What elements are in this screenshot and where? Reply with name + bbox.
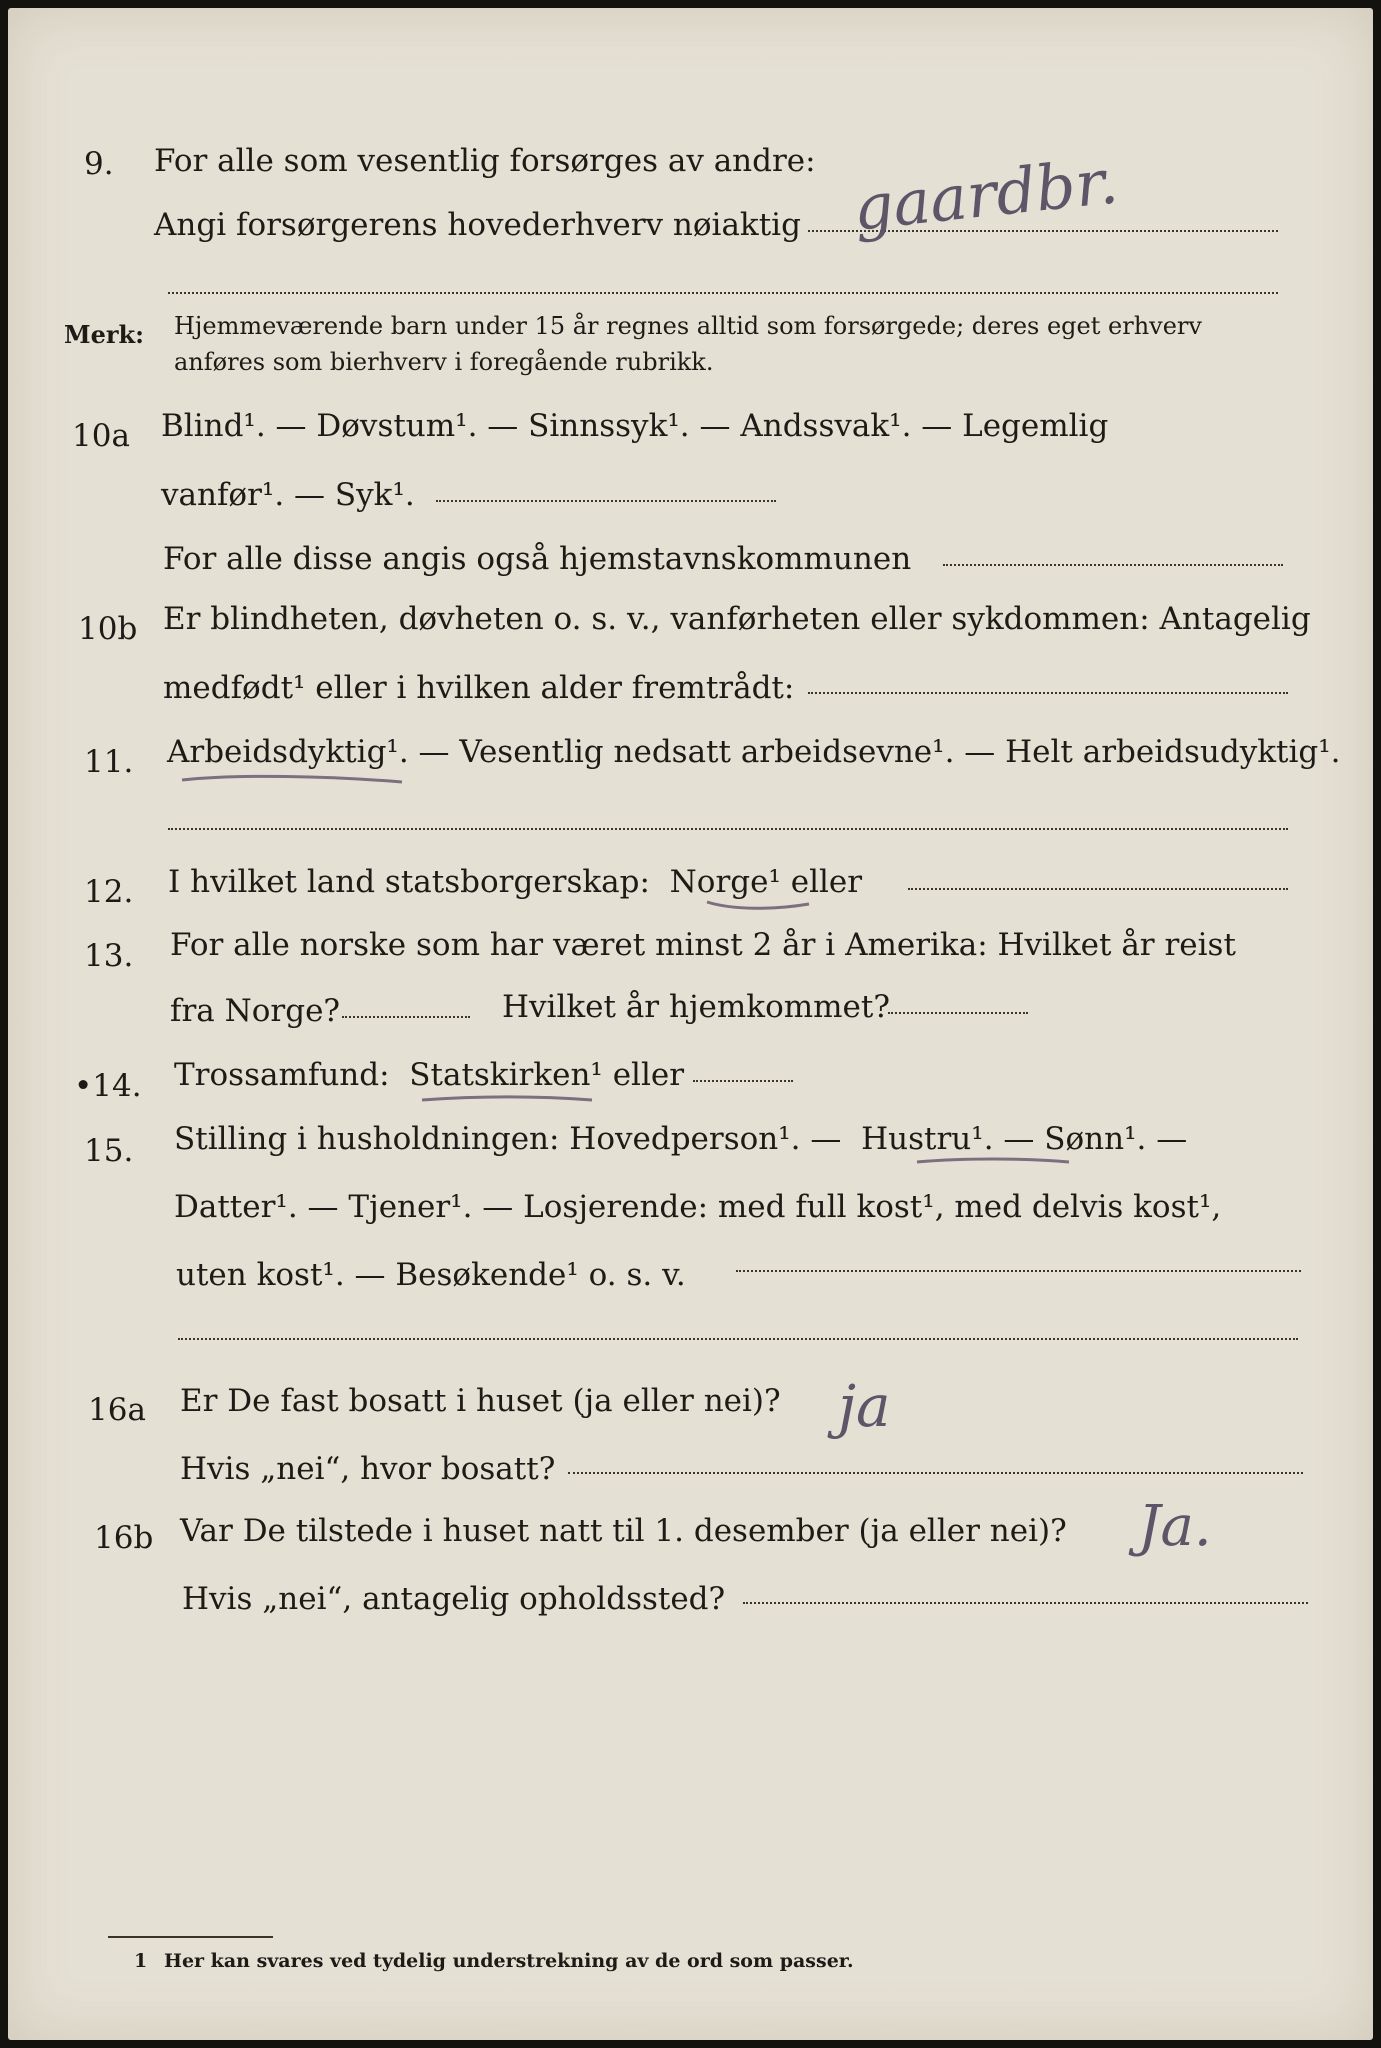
q12-number: 12. <box>84 874 134 910</box>
q14-pencil-underline <box>418 1090 598 1108</box>
q14-prefix: Trossamfund: <box>174 1057 390 1093</box>
q15-answer-line[interactable] <box>736 1270 1301 1272</box>
q12-prefix: I hvilket land statsborgerskap: <box>168 864 650 900</box>
census-form-page <box>8 8 1373 2040</box>
q9-answer-line-2[interactable] <box>168 292 1278 294</box>
q16a-number: 16a <box>88 1392 146 1428</box>
q16b-number: 16b <box>94 1520 154 1556</box>
q11-option-arbeidsdyktig[interactable]: Arbeidsdyktig <box>167 734 387 770</box>
q16a-line-1: Er De fast bosatt i huset (ja eller nei)? <box>180 1383 781 1419</box>
footnote-text: Her kan svares ved tydelig understrekning av de ord som passer. <box>164 1950 854 1972</box>
q16b-line-2: Hvis „nei“, antagelig opholdssted? <box>182 1581 726 1617</box>
q14-rest: ¹ eller <box>590 1057 685 1093</box>
merk-label: Merk: <box>64 320 144 349</box>
q15-number: 15. <box>84 1133 134 1169</box>
footnote-mark: 1 <box>134 1950 148 1972</box>
q15-line-3: uten kost¹. — Besøkende¹ o. s. v. <box>176 1257 686 1293</box>
q15-line-1 <box>174 1121 1188 1157</box>
q16b-answer-line[interactable] <box>743 1602 1308 1604</box>
q14-answer-line[interactable] <box>693 1080 793 1082</box>
q9-question: For alle som vesentlig forsørges av andre: <box>154 143 816 179</box>
q10a-answer-line[interactable] <box>436 500 776 502</box>
footnote-rule <box>108 1936 273 1938</box>
q15-option-hustru[interactable]: Hustru <box>861 1121 972 1157</box>
q15-prefix: Stilling i husholdningen: Hovedperson¹. — <box>174 1121 842 1157</box>
q11-pencil-underline <box>178 770 408 788</box>
q10b-line-2: medfødt¹ eller i hvilken alder fremtrådt: <box>163 670 795 706</box>
q16b-handwritten-answer: Ja. <box>1138 1494 1212 1559</box>
q10a-line-3: For alle disse angis også hjemstavnskommunen <box>163 541 912 577</box>
q16a-line-2: Hvis „nei“, hvor bosatt? <box>180 1451 556 1487</box>
q10a-number: 10a <box>72 418 130 454</box>
q14-line <box>174 1057 685 1093</box>
q13-number: 13. <box>84 938 134 974</box>
q16b-line-1: Var De tilstede i huset natt til 1. desember (ja eller nei)? <box>180 1513 1067 1549</box>
q9-number: 9. <box>84 146 114 182</box>
q13-return-line[interactable] <box>888 1012 1028 1014</box>
q12-pencil-underline <box>703 896 815 914</box>
q11-answer-line[interactable] <box>168 828 1288 830</box>
q10a-municipality-line[interactable] <box>943 564 1283 566</box>
q13-line-1: For alle norske som har været minst 2 år i Amerika: Hvilket år reist <box>170 927 1236 963</box>
q10b-line-1: Er blindheten, døvheten o. s. v., vanførheten eller sykdommen: Antagelig <box>163 601 1311 637</box>
q13-departure-line[interactable] <box>342 1016 470 1018</box>
q13-line-2a: fra Norge? <box>170 993 341 1029</box>
q15-answer-line-2[interactable] <box>178 1338 1298 1340</box>
q16a-answer-line[interactable] <box>568 1472 1303 1474</box>
q10a-line-2: vanfør¹. — Syk¹. <box>161 477 415 513</box>
q12-option-norge[interactable]: Norge <box>669 864 769 900</box>
q10b-answer-line[interactable] <box>808 692 1288 694</box>
q15-pencil-underline <box>913 1154 1073 1172</box>
q14-option-statskirken[interactable]: Statskirken <box>409 1057 591 1093</box>
q12-answer-line[interactable] <box>908 888 1288 890</box>
q10a-line-1: Blind¹. — Døvstum¹. — Sinnssyk¹. — Andssvak¹. — Legemlig <box>161 408 1109 444</box>
q15-rest: ¹. — Sønn¹. — <box>971 1121 1188 1157</box>
q15-line-2: Datter¹. — Tjener¹. — Losjerende: med full kost¹, med delvis kost¹, <box>174 1189 1222 1225</box>
q11-rest: ¹. — Vesentlig nedsatt arbeidsevne¹. — Helt arbeidsudyktig¹. <box>386 734 1341 770</box>
q12-rest: ¹ eller <box>768 864 863 900</box>
merk-line-2: anføres som bierhverv i foregående rubrikk. <box>174 348 714 376</box>
q9-prompt: Angi forsørgerens hovederhverv nøiaktig <box>154 207 801 243</box>
q16a-handwritten-answer: ja <box>838 1372 891 1440</box>
q14-number: •14. <box>74 1068 142 1104</box>
merk-line-1: Hjemmeværende barn under 15 år regnes alltid som forsørgede; deres eget erhverv <box>174 312 1202 340</box>
q10b-number: 10b <box>78 611 138 647</box>
q11-number: 11. <box>84 744 134 780</box>
q13-line-2b: Hvilket år hjemkommet? <box>502 989 890 1025</box>
q11-line <box>167 734 1341 770</box>
q9-handwritten-answer: gaardbr. <box>849 144 1122 245</box>
q12-line <box>168 864 863 900</box>
